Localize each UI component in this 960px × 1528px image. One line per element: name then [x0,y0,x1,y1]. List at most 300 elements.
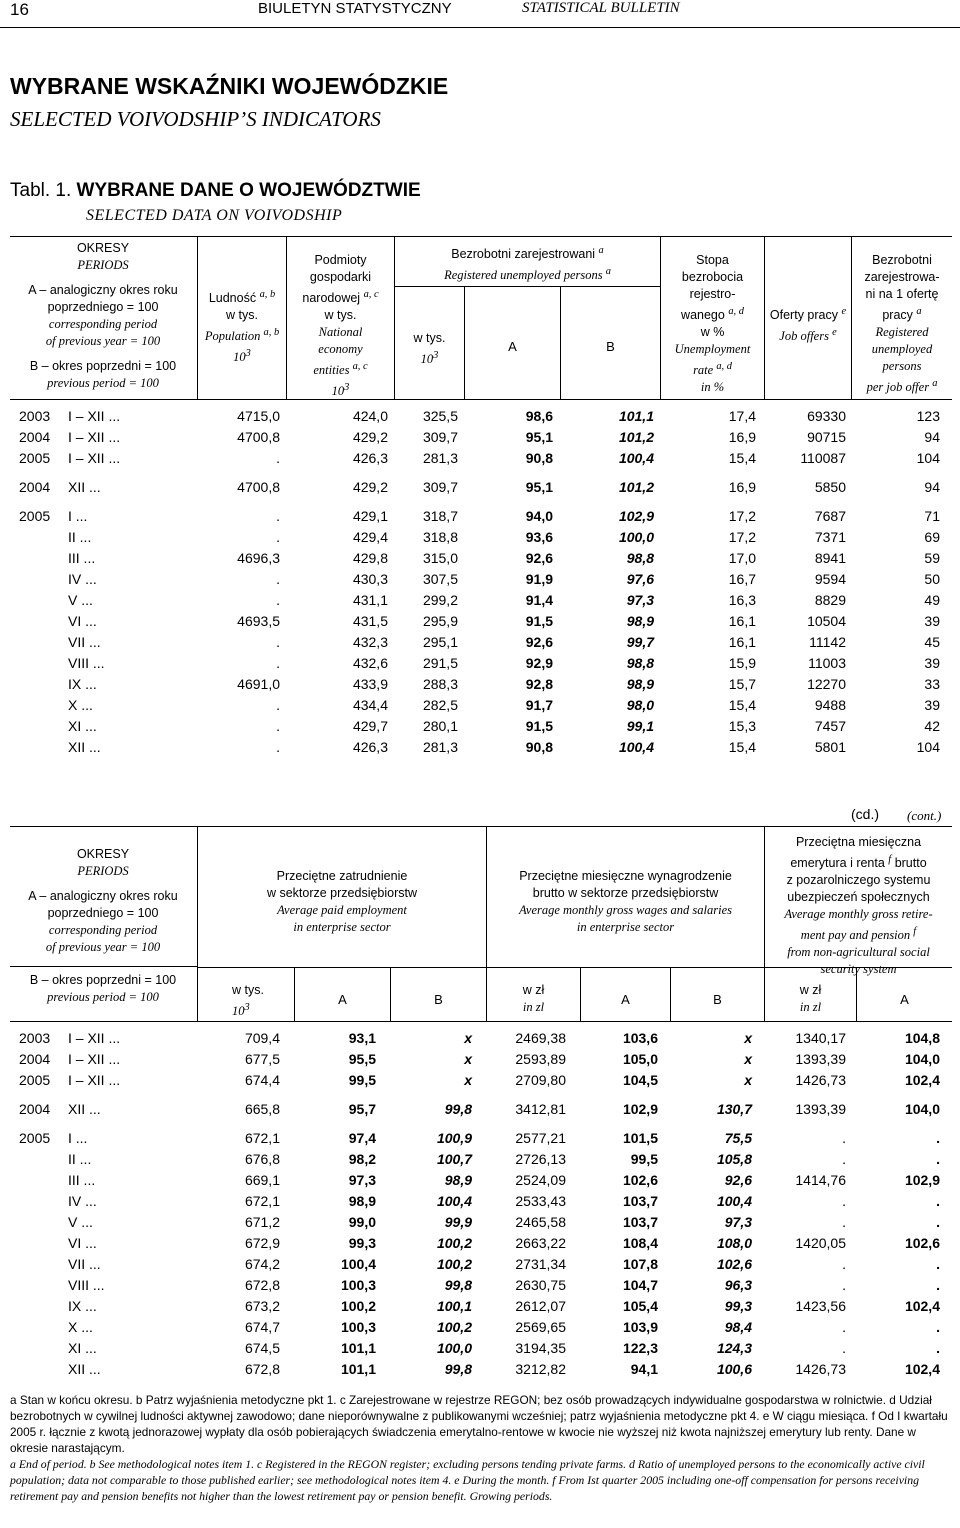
table-cell: . [276,508,280,524]
table-cell: 96,3 [724,1277,752,1293]
table-cell: 91,4 [525,592,553,608]
table-cell: . [276,571,280,587]
wages-en1: Average monthly gross wages and salaries [518,903,733,917]
table-cell: 282,5 [422,697,458,713]
table-cell: 309,7 [422,479,458,495]
table-cell: 104,0 [904,1101,940,1117]
rate-sup: a, d [728,306,744,317]
table-row [0,1233,960,1254]
employment-col-a: A [338,992,347,1007]
offers-pl: Oferty pracy [769,308,838,323]
row-year: 2005 [19,1130,51,1146]
table-row [0,653,960,674]
row-period: I – XII ... [68,408,121,424]
bulletin-title-pl: BIULETYN STATYSTYCZNY [258,0,452,17]
a-def-en1: corresponding period [48,923,158,937]
part2-periods-subrule [10,966,197,967]
continued-mark-pl: (cd.) [851,806,879,822]
table-cell: 433,9 [352,676,388,692]
employment-unit-pl: w tys. [232,983,264,997]
a-def-pl2: poprzedniego = 100 [47,300,159,314]
row-period: VI ... [68,1235,97,1251]
table-cell: 104 [916,450,940,466]
table-cell: 99,7 [626,634,654,650]
rate-pl4: wanego [681,308,725,323]
table-cell: 100,0 [436,1340,472,1356]
row-period: I ... [68,508,88,524]
pension-en2: ment pay and pension [800,928,911,943]
table-cell: . [276,739,280,755]
row-period: X ... [68,1319,93,1335]
table-cell: 291,5 [422,655,458,671]
employment-unit-sup: 3 [244,1002,250,1013]
pension-sup: f [888,854,892,865]
row-period: I – XII ... [68,1072,121,1088]
table-cell: 99,3 [348,1235,376,1251]
rate-pl3: rejestro- [689,287,736,301]
table-cell: 94,0 [525,508,553,524]
employment-head [198,868,486,936]
population-unit: 10 [233,350,246,365]
table-cell: . [276,718,280,734]
row-year: 2005 [19,450,51,466]
table-cell: 101,1 [340,1361,376,1377]
wages-col-a: A [621,992,630,1007]
table-cell: 102,9 [622,1101,658,1117]
table-cell: 95,5 [348,1051,376,1067]
table-cell: x [744,1051,752,1067]
table-cell: 104,7 [622,1277,658,1293]
entities-unit: 10 [331,384,345,399]
pension-en-sup: f [913,926,917,938]
a-def-pl2: poprzedniego = 100 [47,906,159,920]
table-cell: 7371 [814,529,846,545]
table-cell: . [276,634,280,650]
population-head [198,286,286,366]
table-cell: 426,3 [352,450,388,466]
table-cell: 100,4 [618,739,654,755]
table-cell: 16,1 [728,613,756,629]
okresy-label: OKRESY [76,847,130,861]
table-cell: 71 [924,508,940,524]
table-cell: 2612,07 [515,1298,566,1314]
unemployed-col-a: A [508,339,517,354]
row-period: I – XII ... [68,1030,121,1046]
table-cell: 102,6 [716,1256,752,1272]
row-period: V ... [68,592,93,608]
table-row [0,1149,960,1170]
table-cell: 1426,73 [795,1361,846,1377]
table-cell: 281,3 [422,739,458,755]
row-period: XII ... [68,1101,101,1117]
entities-en1: National [318,325,363,340]
table-cell: 15,3 [728,718,756,734]
unemployed-unit-pl: w tys. [413,331,446,345]
table-cell: x [744,1072,752,1088]
table-cell: 108,4 [622,1235,658,1251]
table-cell: 105,8 [716,1151,752,1167]
table-cell: 325,5 [422,408,458,424]
table-row [0,1275,960,1296]
pension-pl2b: brutto [894,856,927,871]
table-row [0,1317,960,1338]
footnotes-pl: a Stan w końcu okresu. b Patrz wyjaśnienia metodyczne pkt 1. c Zarejestrowane w rejestrze REGON; bez osób prowadzących indywidualne gospodarstwa w rolnictwie. d Udział bezrobotnych w cywilnej ludności aktywnej zawodowo; dane nieporównywalne z publikowanymi wcześniej; patrz wyjaśnienia metodyczne pkt 4. e W ciągu miesiąca. f Od I kwartału 2005 r. łącznie z kwotą jednorazowej wypłaty dla osób pobierających świadczenia emerytalno-rentowe w kwocie nie wyższej niż kwota najniższej emerytury lub renty. Dane w okresie narastającym. [10,1393,948,1455]
wages-pl1: Przeciętne miesięczne wynagrodzenie [519,869,732,883]
table-cell: 17,2 [728,529,756,545]
table-cell: 39 [924,613,940,629]
table-cell: 123 [916,408,940,424]
table-cell: 97,3 [626,592,654,608]
pension-unit-pl: w zł [799,983,822,997]
row-period: V ... [68,1214,93,1230]
table-cell: 1393,39 [795,1051,846,1067]
entities-sup: a, c [363,289,379,300]
table-cell: 2726,13 [515,1151,566,1167]
table-cell: 672,8 [244,1361,280,1377]
rate-head [661,252,764,396]
table-cell: 674,7 [244,1319,280,1335]
population-sup: a, b [259,289,276,300]
table-cell: 92,8 [525,676,553,692]
table-cell: 432,6 [352,655,388,671]
entities-unit-pl: w tys. [324,308,357,323]
table-cell: 98,0 [626,697,654,713]
table-cell: x [744,1030,752,1046]
table-cell: . [276,592,280,608]
table-cell: 434,4 [352,697,388,713]
table-cell: 2593,89 [515,1051,566,1067]
table-cell: . [936,1193,940,1209]
table-cell: 130,7 [716,1101,752,1117]
table-cell: 99,1 [626,718,654,734]
table-cell: 424,0 [352,408,388,424]
unemployed-en: Registered unemployed persons [444,268,603,283]
table-cell: 672,1 [244,1130,280,1146]
employment-pl2: w sektorze przedsiębiorstw [266,886,418,900]
table-cell: 99,8 [444,1361,472,1377]
table-cell: 95,1 [525,479,553,495]
table-cell: 100,2 [436,1256,472,1272]
table-row [0,695,960,716]
table-cell: 4700,8 [237,479,280,495]
row-period: II ... [68,529,92,545]
table-cell: 676,8 [244,1151,280,1167]
table-row [0,1128,960,1149]
pension-unit-head [765,982,856,1016]
table-cell: 672,9 [244,1235,280,1251]
table-cell: . [842,1214,846,1230]
part2-top-rule [10,826,952,827]
entities-unit-sup: 3 [344,382,350,394]
table-cell: 431,1 [352,592,388,608]
table-cell: . [936,1130,940,1146]
table-cell: 97,3 [348,1172,376,1188]
pension-en3: from non-agricultural social [787,945,930,960]
employment-en2: in enterprise sector [293,920,391,934]
table-cell: 101,5 [622,1130,658,1146]
table-cell: . [842,1319,846,1335]
per-offer-en3: persons [882,359,922,374]
table-cell: x [464,1030,472,1046]
wages-en2: in enterprise sector [576,920,675,934]
table-cell: 672,8 [244,1277,280,1293]
population-en: Population [204,329,261,344]
table-cell: 99,0 [348,1214,376,1230]
table-cell: 100,4 [716,1193,752,1209]
table-cell: 101,2 [618,429,654,445]
a-def-pl1: A – analogiczny okres roku [28,889,178,903]
table-cell: 677,5 [244,1051,280,1067]
table-cell: 93,6 [525,529,553,545]
table-cell: 99,5 [630,1151,658,1167]
table-cell: 100,7 [436,1151,472,1167]
table-cell: 3412,81 [515,1101,566,1117]
a-def-en2: of previous year = 100 [45,334,161,348]
table-cell: 299,2 [422,592,458,608]
offers-head [765,303,851,345]
table-cell: 92,6 [724,1172,752,1188]
wages-unit-head [487,982,580,1016]
table-cell: 429,2 [352,429,388,445]
row-period: VIII ... [68,1277,105,1293]
table-cell: 315,0 [422,550,458,566]
table-cell: . [936,1256,940,1272]
unemployed-unit: 10 [420,352,434,367]
periods-label: PERIODS [77,258,129,272]
table-cell: 97,3 [724,1214,752,1230]
table-cell: 674,5 [244,1340,280,1356]
wages-head [487,868,764,936]
table-cell: 39 [924,655,940,671]
employment-unit-head [198,982,294,1020]
footnotes-en: a End of period. b See methodological notes item 1. c Registered in the REGON register; excluding persons tending private farms. d Ratio of unemployed persons to the economically active civil population; data not comparable to those published earlier; see methodological notes item 4. e During the month. f From Ist quarter 2005 including one-off compensation for persons receiving retirement pay and pension benefits not higher than the lowest retirement pay or pension benefit. Growing periods. [10,1457,925,1503]
footnotes [10,1392,952,1504]
table-cell: 1340,17 [795,1030,846,1046]
table-cell: 100,3 [340,1319,376,1335]
table-cell: 102,6 [904,1235,940,1251]
table-cell: 102,4 [904,1361,940,1377]
table-cell: 8829 [814,592,846,608]
table-row [0,1028,960,1049]
pension-en4: security system [820,962,897,977]
table-cell: 100,2 [436,1319,472,1335]
table-cell: 8941 [814,550,846,566]
table-cell: 16,3 [728,592,756,608]
table-cell: 4696,3 [237,550,280,566]
table-cell: 99,8 [444,1101,472,1117]
table-cell: 671,2 [244,1214,280,1230]
part2-b-def [10,972,196,1006]
table-cell: . [842,1193,846,1209]
table-cell: x [464,1051,472,1067]
row-period: II ... [68,1151,92,1167]
table-cell: 104,0 [904,1051,940,1067]
table-cell: 7457 [814,718,846,734]
table-cell: 16,9 [728,429,756,445]
table-cell: 280,1 [422,718,458,734]
wages-col-b: B [713,992,722,1007]
unemployed-col-b: B [606,339,615,354]
row-period: VII ... [68,634,101,650]
table-cell: 100,9 [436,1130,472,1146]
table-cell: 97,4 [348,1130,376,1146]
continued-mark-en: (cont.) [907,808,942,823]
part1-top-rule [10,236,952,237]
table-cell: 98,9 [348,1193,376,1209]
table-cell: . [936,1151,940,1167]
table-cell: 91,9 [525,571,553,587]
table-cell: 3212,82 [515,1361,566,1377]
table-cell: 16,7 [728,571,756,587]
table-cell: 100,4 [340,1256,376,1272]
table-cell: 94,1 [630,1361,658,1377]
table-cell: 429,4 [352,529,388,545]
wages-unit-pl: w zł [522,983,545,997]
table-cell: 33 [924,676,940,692]
table-cell: 45 [924,634,940,650]
offers-en-sup: e [832,327,837,339]
row-year: 2005 [19,1072,51,1088]
row-period: X ... [68,697,93,713]
table-cell: 3194,35 [515,1340,566,1356]
entities-pl3: narodowej [302,291,361,306]
per-offer-pl3: ni na 1 ofertę [865,287,939,301]
per-offer-en1: Registered [875,325,929,340]
table-cell: 100,6 [716,1361,752,1377]
table-cell: 429,7 [352,718,388,734]
population-unit-pl: w tys. [226,308,258,323]
pension-unit-en: in zl [799,1000,822,1014]
table-cell: 17,2 [728,508,756,524]
table-cell: 318,7 [422,508,458,524]
table-row [0,1296,960,1317]
table-cell: . [936,1319,940,1335]
table-cell: 432,3 [352,634,388,650]
entities-pl2: gospodarki [309,270,372,284]
a-def-en2: of previous year = 100 [45,940,161,954]
table-row [0,737,960,758]
table-cell: 100,0 [618,529,654,545]
table-cell: 91,5 [525,613,553,629]
table-cell: 7687 [814,508,846,524]
table-cell: 98,2 [348,1151,376,1167]
pension-pl2: emerytura i renta [790,856,885,871]
table-cell: 90,8 [525,739,553,755]
periods-label: PERIODS [77,864,129,878]
table-cell: 1393,39 [795,1101,846,1117]
pension-pl4: ubezpieczeń społecznych [787,890,930,905]
table-row [0,590,960,611]
a-def-en1: corresponding period [48,317,158,331]
row-year: 2004 [19,1051,51,1067]
table-row [0,716,960,737]
table-cell: 429,2 [352,479,388,495]
table-cell: 103,7 [622,1214,658,1230]
table-cell: 281,3 [422,450,458,466]
table-cell: . [276,529,280,545]
table-cell: 92,9 [525,655,553,671]
row-period: VII ... [68,1256,101,1272]
table-cell: 2630,75 [515,1277,566,1293]
table-cell: 100,3 [340,1277,376,1293]
page-number: 16 [10,0,29,19]
table-row [0,1170,960,1191]
table-cell: 103,7 [622,1193,658,1209]
table-cell: 103,6 [622,1030,658,1046]
employment-pl1: Przeciętne zatrudnienie [276,869,408,883]
table-cell: 122,3 [622,1340,658,1356]
table-row [0,1338,960,1359]
table-cell: 426,3 [352,739,388,755]
entities-en-sup: a, c [352,361,368,373]
table-cell: 90,8 [525,450,553,466]
table-cell: 16,9 [728,479,756,495]
table-row [0,548,960,569]
table-cell: 2569,65 [515,1319,566,1335]
row-period: VI ... [68,613,97,629]
table-cell: 94 [924,429,940,445]
offers-en: Job offers [779,329,829,344]
section-title-en: SELECTED VOIVODSHIP’S INDICATORS [10,107,381,131]
table-cell: 1420,05 [795,1235,846,1251]
row-period: III ... [68,1172,96,1188]
part2-header-bottom-rule [10,1021,952,1022]
table-cell: . [842,1340,846,1356]
row-year: 2005 [19,508,51,524]
table-cell: 110087 [800,450,846,466]
section-title-pl: WYBRANE WSKAŹNIKI WOJEWÓDZKIE [10,73,449,99]
table-cell: 124,3 [716,1340,752,1356]
per-offer-pl2: zarejestrowa- [864,270,940,284]
table-row [0,1212,960,1233]
wages-unit-en: in zl [522,1000,545,1014]
table-cell: 100,4 [618,450,654,466]
per-offer-head [852,252,952,396]
row-period: XI ... [68,718,97,734]
unemployed-head [395,242,660,284]
table-row [0,1099,960,1120]
table-cell: . [842,1151,846,1167]
table-row [0,406,960,427]
okresy-label: OKRESY [76,241,130,255]
table-row [0,1070,960,1091]
table-row [0,477,960,498]
table-row [0,674,960,695]
wages-pl2: brutto w sektorze przedsiębiorstw [532,886,719,900]
entities-head [287,252,394,400]
table-cell: 17,4 [728,408,756,424]
table-cell: 295,1 [422,634,458,650]
table-cell: 102,9 [618,508,654,524]
row-period: I – XII ... [68,1051,121,1067]
employment-unit: 10 [232,1004,245,1019]
table-title-text: WYBRANE DANE O WOJEWÓDZTWIE [76,180,421,201]
table-cell: 101,1 [340,1340,376,1356]
table-row [0,569,960,590]
table-cell: 429,8 [352,550,388,566]
rate-pl1: Stopa [696,253,729,267]
row-year: 2004 [19,479,51,495]
table-cell: . [842,1256,846,1272]
row-period: IV ... [68,1193,97,1209]
part1-periods-head [10,240,196,392]
table-row [0,1359,960,1380]
rate-en3: in % [700,380,725,395]
table-title-pl [10,180,421,202]
part2-periods-head [10,846,196,956]
table-cell: 98,9 [626,676,654,692]
pension-en1: Average monthly gross retire- [784,907,933,922]
